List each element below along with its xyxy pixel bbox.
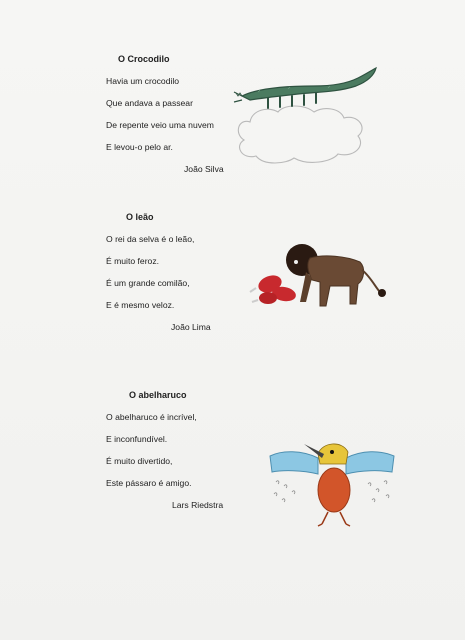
poem-title: O Crocodilo xyxy=(118,54,170,64)
poem-line: De repente veio uma nuvem xyxy=(106,120,214,130)
poem-line: E levou-o pelo ar. xyxy=(106,142,173,152)
poem-line: O abelharuco é incrível, xyxy=(106,412,197,422)
right-wing-drawing xyxy=(346,452,394,474)
poem-line: É muito feroz. xyxy=(106,256,160,266)
bird-body-drawing xyxy=(318,468,350,512)
poem-line: É muito divertido, xyxy=(106,456,173,466)
poem-line: Este pássaro é amigo. xyxy=(106,478,192,488)
poem-title: O abelharuco xyxy=(129,390,187,400)
poem-line: Havia um crocodilo xyxy=(106,76,180,86)
poem-author: João Silva xyxy=(184,164,224,174)
poem-line: É um grande comilão, xyxy=(106,278,190,288)
poem-bee-eater xyxy=(106,384,223,516)
poem-crocodile xyxy=(106,48,224,180)
left-wing-drawing xyxy=(270,452,318,474)
poem-line: Que andava a passear xyxy=(106,98,193,108)
lion-body-drawing xyxy=(308,256,364,306)
cloud-drawing xyxy=(238,106,362,163)
bee-eater-bird-drawing xyxy=(262,434,402,534)
poem-line: E é mesmo veloz. xyxy=(106,300,175,310)
poem-author: João Lima xyxy=(171,322,211,332)
meat-drawing xyxy=(250,272,297,304)
poem-line: O rei da selva é o leão, xyxy=(106,234,195,244)
lion-eating-meat-drawing xyxy=(240,232,400,322)
crocodile-on-cloud-drawing xyxy=(228,62,384,172)
poem-lion xyxy=(106,206,211,338)
poem-line: E inconfundível. xyxy=(106,434,168,444)
poem-author: Lars Riedstra xyxy=(172,500,224,510)
poem-title: O leão xyxy=(126,212,154,222)
crocodile-body-drawing xyxy=(242,68,376,100)
